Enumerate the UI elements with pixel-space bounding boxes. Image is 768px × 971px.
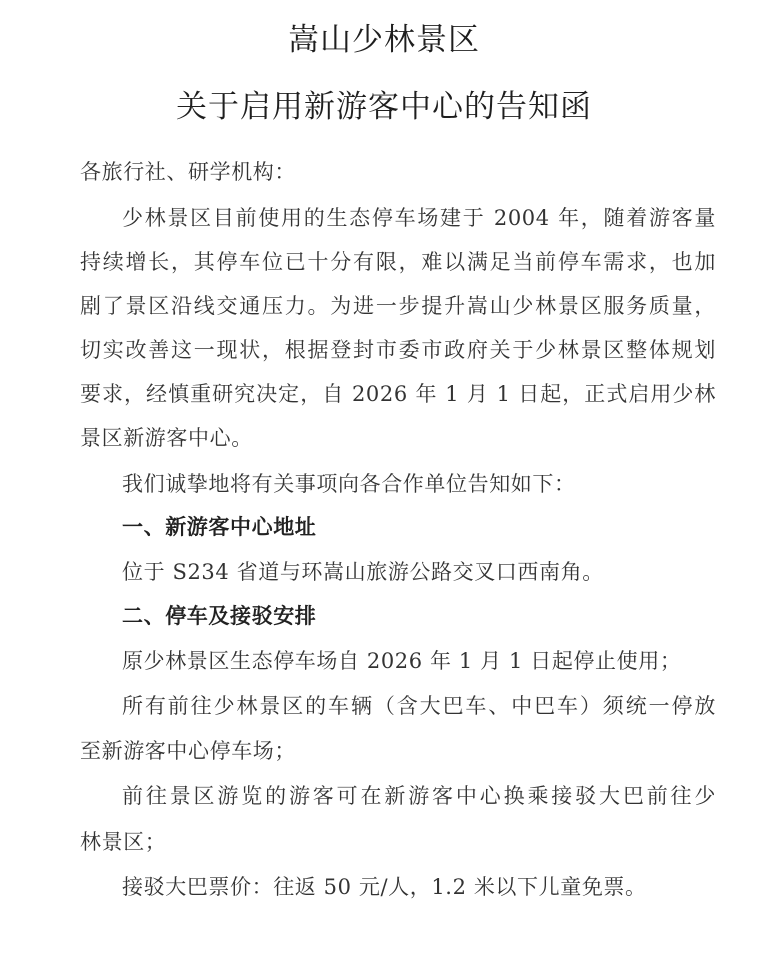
- intro-line: 剧了景区沿线交通压力。为进一步提升嵩山少林景区服务质量，: [80, 294, 716, 318]
- parking-line: 林景区；: [80, 830, 167, 854]
- organization-title: 嵩山少林景区: [288, 22, 480, 58]
- intro-line: 切实改善这一现状，根据登封市委市政府关于少林景区整体规划: [80, 338, 716, 362]
- intro-line: 要求，经慎重研究决定，自 2026 年 1 月 1 日起，正式启用少林: [80, 382, 716, 406]
- parking-line: 至新游客中心停车场；: [80, 739, 296, 763]
- parking-line: 所有前往少林景区的车辆（含大巴车、中巴车）须统一停放: [122, 694, 716, 718]
- address-line: 位于 S234 省道与环嵩山旅游公路交叉口西南角。: [122, 560, 604, 584]
- fare-line: 接驳大巴票价：往返 50 元/人，1.2 米以下儿童免票。: [122, 875, 647, 899]
- intro-line: 景区新游客中心。: [80, 426, 253, 450]
- parking-line: 前往景区游览的游客可在新游客中心换乘接驳大巴前往少: [122, 784, 716, 808]
- intro-line: 持续增长，其停车位已十分有限，难以满足当前停车需求，也加: [80, 250, 716, 274]
- salutation: 各旅行社、研学机构：: [80, 160, 296, 184]
- section-heading-address: 一、新游客中心地址: [122, 515, 317, 539]
- parking-line: 原少林景区生态停车场自 2026 年 1 月 1 日起停止使用；: [122, 649, 682, 673]
- intro-line: 少林景区目前使用的生态停车场建于 2004 年，随着游客量: [122, 206, 716, 230]
- section-heading-parking: 二、停车及接驳安排: [122, 604, 317, 628]
- document-title: 关于启用新游客中心的告知函: [176, 89, 592, 125]
- notice-line: 我们诚挚地将有关事项向各合作单位告知如下：: [122, 472, 576, 496]
